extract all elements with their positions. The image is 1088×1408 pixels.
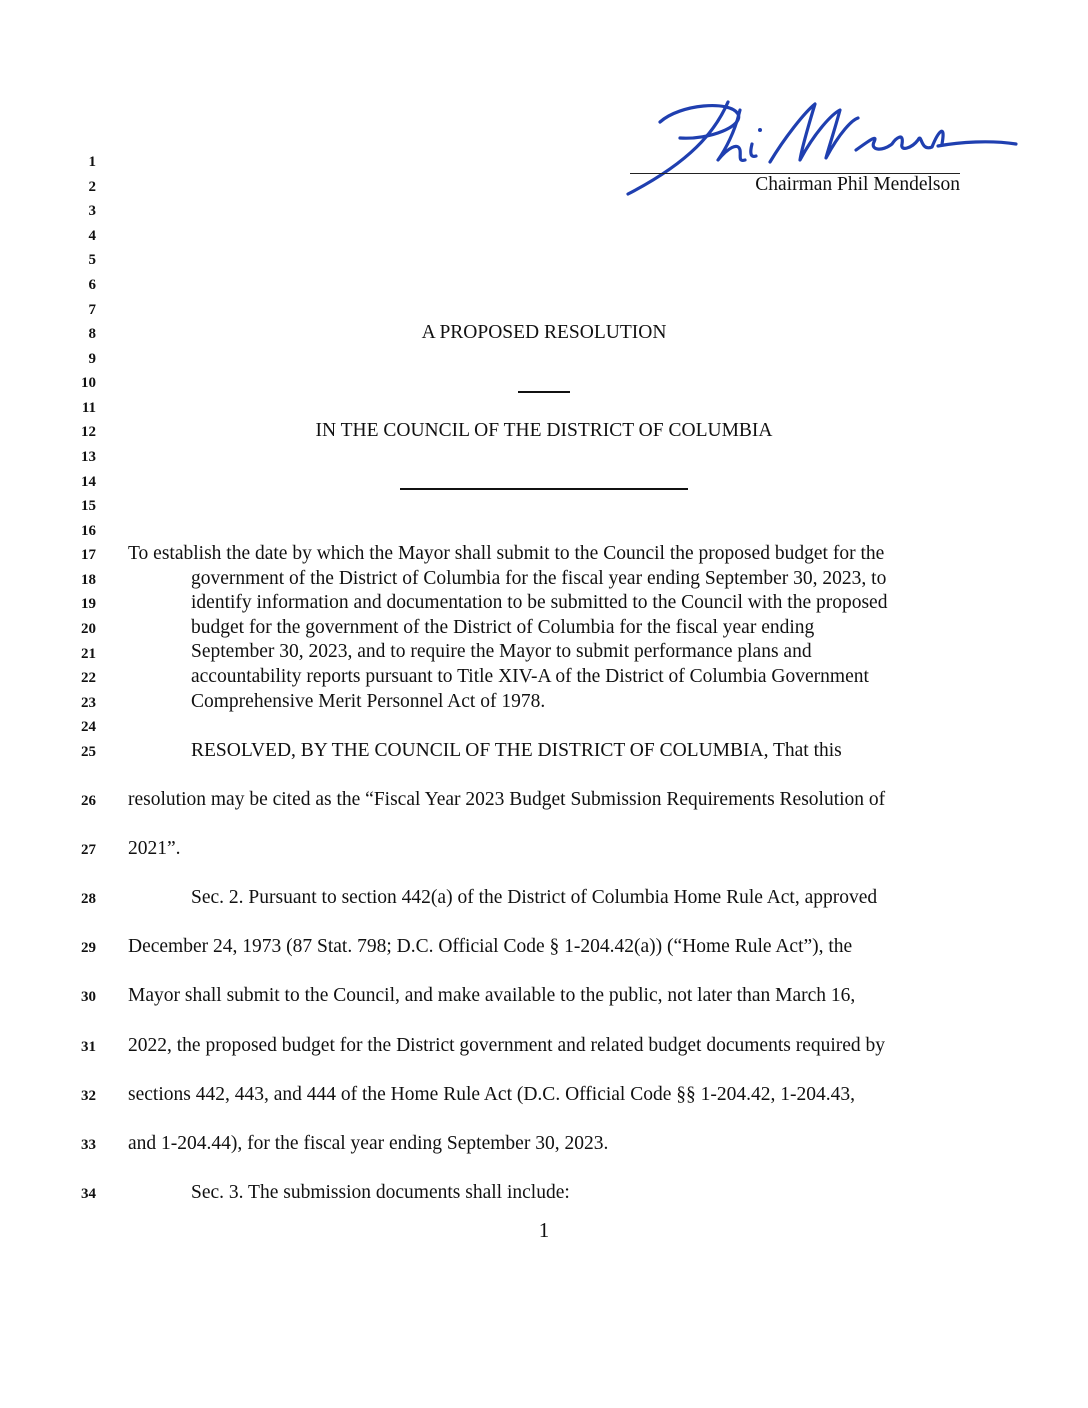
line-number: 1: [88, 154, 96, 170]
long-title-line: budget for the government of the District of Columbia for the fiscal year ending: [191, 617, 815, 638]
line-number: 10: [81, 375, 96, 391]
body-line: resolution may be cited as the “Fiscal Year 2023 Budget Submission Requirements Resolution of: [128, 789, 886, 810]
body-line: Sec. 3. The submission documents shall include:: [191, 1182, 570, 1203]
long-title-line: To establish the date by which the Mayor shall submit to the Council the proposed budget for the: [128, 543, 885, 564]
line-number: 27: [81, 842, 96, 858]
line-number: 34: [81, 1186, 96, 1202]
line-number: 28: [81, 891, 96, 907]
line-number: 23: [81, 695, 96, 711]
body-line: sections 442, 443, and 444 of the Home Rule Act (D.C. Official Code §§ 1-204.42, 1-204.43,: [128, 1084, 855, 1105]
line-number: 32: [81, 1088, 96, 1104]
short-rule: [518, 391, 570, 393]
line-number: 12: [81, 424, 96, 440]
line-number: 2: [88, 179, 96, 195]
long-title-line: Comprehensive Merit Personnel Act of 1978.: [191, 691, 546, 712]
line-number: 9: [88, 351, 96, 367]
line-number: 4: [88, 228, 96, 244]
body-line: RESOLVED, BY THE COUNCIL OF THE DISTRICT OF COLUMBIA, That this: [191, 740, 842, 761]
long-rule: [400, 488, 688, 490]
signer-name: Chairman Phil Mendelson: [755, 174, 960, 195]
page-number: 1: [538, 1218, 550, 1242]
body-line: December 24, 1973 (87 Stat. 798; D.C. Official Code § 1-204.42(a)) (“Home Rule Act”), the: [128, 936, 853, 957]
line-number: 13: [81, 449, 96, 465]
line-number: 24: [81, 719, 96, 735]
line-number: 21: [81, 646, 96, 662]
council-heading: IN THE COUNCIL OF THE DISTRICT OF COLUMBIA: [315, 420, 773, 441]
long-title-line: accountability reports pursuant to Title XIV-A of the District of Columbia Government: [191, 666, 869, 687]
line-number: 15: [81, 498, 96, 514]
line-number: 7: [88, 302, 96, 318]
long-title-line: government of the District of Columbia for the fiscal year ending September 30, 2023, to: [191, 568, 887, 589]
long-title-line: identify information and documentation to be submitted to the Council with the proposed: [191, 592, 888, 613]
line-number: 22: [81, 670, 96, 686]
line-number: 3: [88, 203, 96, 219]
body-line: Mayor shall submit to the Council, and make available to the public, not later than March 16,: [128, 985, 856, 1006]
line-number: 30: [81, 989, 96, 1005]
line-number: 6: [88, 277, 96, 293]
line-number: 19: [81, 596, 96, 612]
long-title-line: September 30, 2023, and to require the Mayor to submit performance plans and: [191, 641, 812, 662]
body-line: and 1-204.44), for the fiscal year ending September 30, 2023.: [128, 1133, 609, 1154]
body-line: 2021”.: [128, 838, 181, 859]
line-number: 26: [81, 793, 96, 809]
line-number: 14: [81, 474, 96, 490]
line-number: 8: [88, 326, 96, 342]
line-number: 33: [81, 1137, 96, 1153]
line-number: 29: [81, 940, 96, 956]
body-line: Sec. 2. Pursuant to section 442(a) of the District of Columbia Home Rule Act, approved: [191, 887, 878, 908]
resolution-title: A PROPOSED RESOLUTION: [421, 322, 667, 343]
line-number: 18: [81, 572, 96, 588]
body-line: 2022, the proposed budget for the District government and related budget documents required by: [128, 1035, 886, 1056]
line-number: 17: [81, 547, 96, 563]
line-number: 31: [81, 1039, 96, 1055]
line-number: 20: [81, 621, 96, 637]
line-number: 11: [81, 400, 96, 416]
line-number: 25: [81, 744, 96, 760]
line-number: 16: [81, 523, 96, 539]
line-number: 5: [88, 252, 96, 268]
